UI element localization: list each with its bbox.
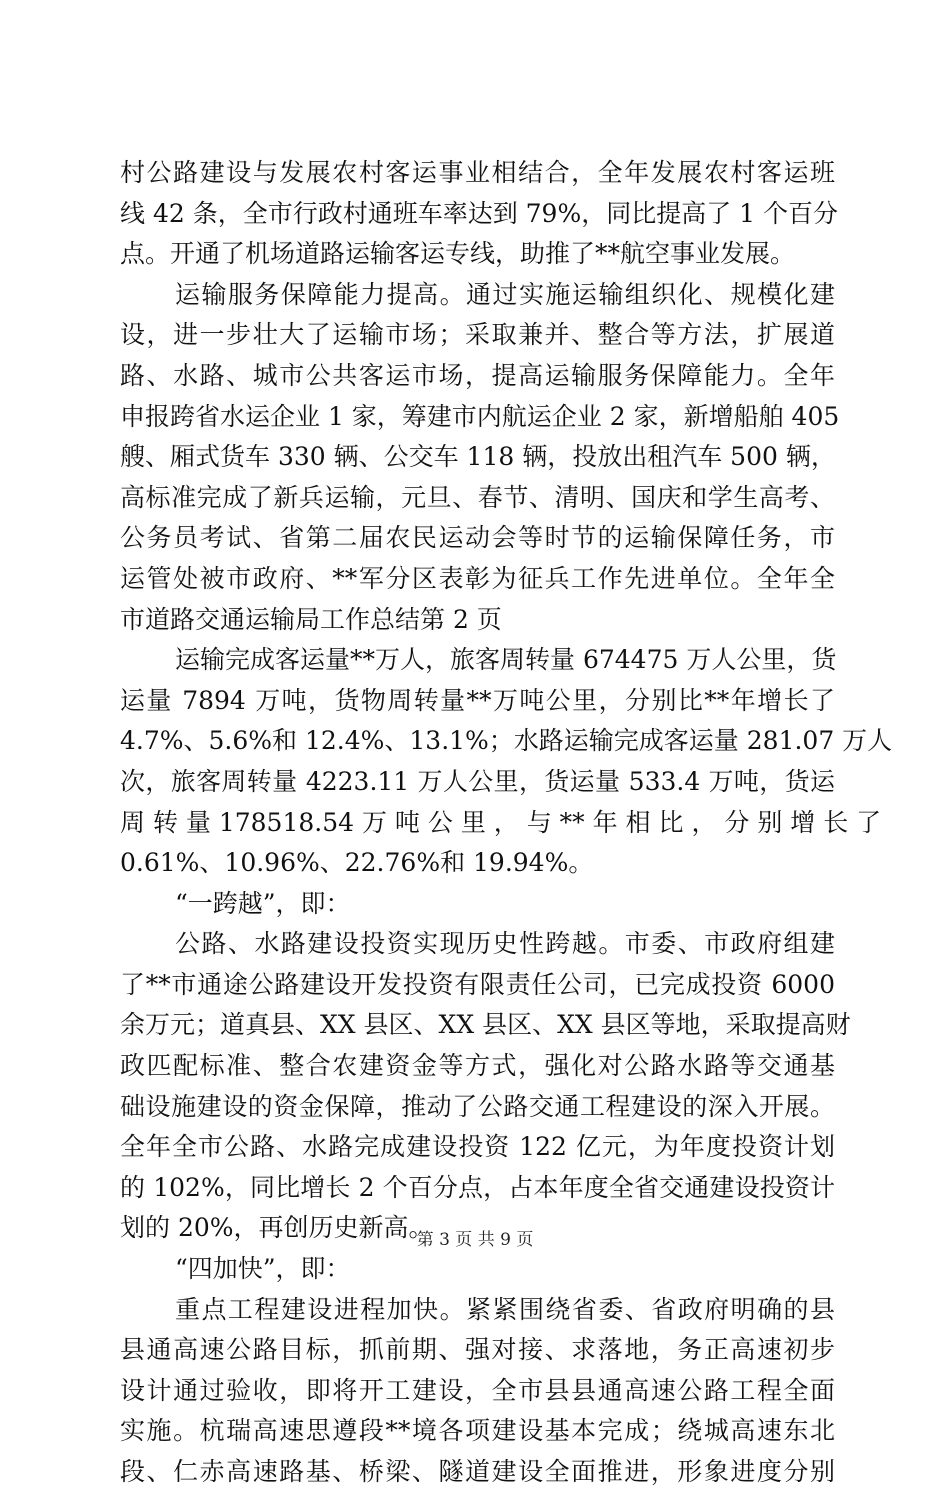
page-footer: 第 3 页 共 9 页 [416,1230,534,1250]
paragraph-first-line: 重点工程建设进程加快。紧紧围绕省委、省政府明确的县 [175,1294,835,1324]
text-line: 政匹配标准、整合农建资金等方式，强化对公路水路等交通基 [120,1051,835,1081]
text-line: 设计通过验收，即将开工建设，全市县县通高速公路工程全面 [120,1375,835,1405]
text-line: 划的 20%，再创历史新高。 [120,1213,434,1243]
text-line: 县通高速公路目标，抓前期、强对接、求落地，务正高速初步 [120,1335,835,1365]
paragraph-first-line: 运输完成客运量**万人，旅客周转量 674475 万人公里，货 [175,645,837,675]
text-line: 运量 7894 万吨，货物周转量**万吨公里，分别比**年增长了 [120,685,835,715]
text-line: 艘、厢式货车 330 辆、公交车 118 辆，投放出租汽车 500 辆， [120,442,836,472]
text-line: 段、仁赤高速路基、桥梁、隧道建设全面推进，形象进度分别 [120,1457,835,1486]
text-line: 0.61%、10.96%、22.76%和 19.94%。 [120,848,594,878]
text-line: 全年全市公路、水路完成建设投资 122 亿元，为年度投资计划 [120,1132,835,1162]
text-line: 路、水路、城市公共客运市场，提高运输服务保障能力。全年 [120,360,835,390]
text-line: 础设施建设的资金保障，推动了公路交通工程建设的深入开展。 [120,1091,835,1121]
text-line: 线 42 条，全市行政村通班车率达到 79%，同比提高了 1 个百分 [120,198,839,228]
text-line: 的 102%，同比增长 2 个百分点，占本年度全省交通建设投资计 [120,1172,835,1202]
text-line: 实施。杭瑞高速思遵段**境各项建设基本完成；绕城高速东北 [120,1416,835,1446]
text-line: 周 转 量 178518.54 万 吨 公 里 ， 与 ** 年 相 比 ， 分 别 增 长 了 [120,807,882,837]
paragraph-first-line: 公路、水路建设投资实现历史性跨越。市委、市政府组建 [175,929,835,959]
document-body [120,153,893,1493]
text-line: 设，进一步壮大了运输市场；采取兼并、整合等方法，扩展道 [120,320,835,350]
text-line: 高标准完成了新兵运输，元旦、春节、清明、国庆和学生高考、 [120,482,835,512]
text-line: 次，旅客周转量 4223.11 万人公里，货运量 533.4 万吨，货运 [120,766,835,796]
text-line: 申报跨省水运企业 1 家，筹建市内航运企业 2 家，新增船舶 405 [120,401,840,431]
text-line: 了**市通途公路建设开发投资有限责任公司，已完成投资 6000 [120,969,835,999]
text-line: 村公路建设与发展农村客运事业相结合，全年发展农村客运班 [120,158,835,187]
section-heading: “一跨越”，即： [175,888,351,918]
section-heading: “四加快”，即： [175,1254,351,1284]
text-line: 点。开通了机场道路运输客运专线，助推了**航空事业发展。 [120,239,796,269]
text-line: 市道路交通运输局工作总结第 2 页 [120,604,502,634]
text-line: 运管处被市政府、**军分区表彰为征兵工作先进单位。全年全 [120,563,835,593]
text-line: 4.7%、5.6%和 12.4%、13.1%；水路运输完成客运量 281.07 万人 [120,726,893,756]
text-line: 余万元；道真县、XX 县区、XX 县区、XX 县区等地，采取提高财 [120,1010,851,1040]
text-line: 公务员考试、省第二届农民运动会等时节的运输保障任务，市 [120,523,835,553]
paragraph-first-line: 运输服务保障能力提高。通过实施运输组织化、规模化建 [175,279,835,309]
